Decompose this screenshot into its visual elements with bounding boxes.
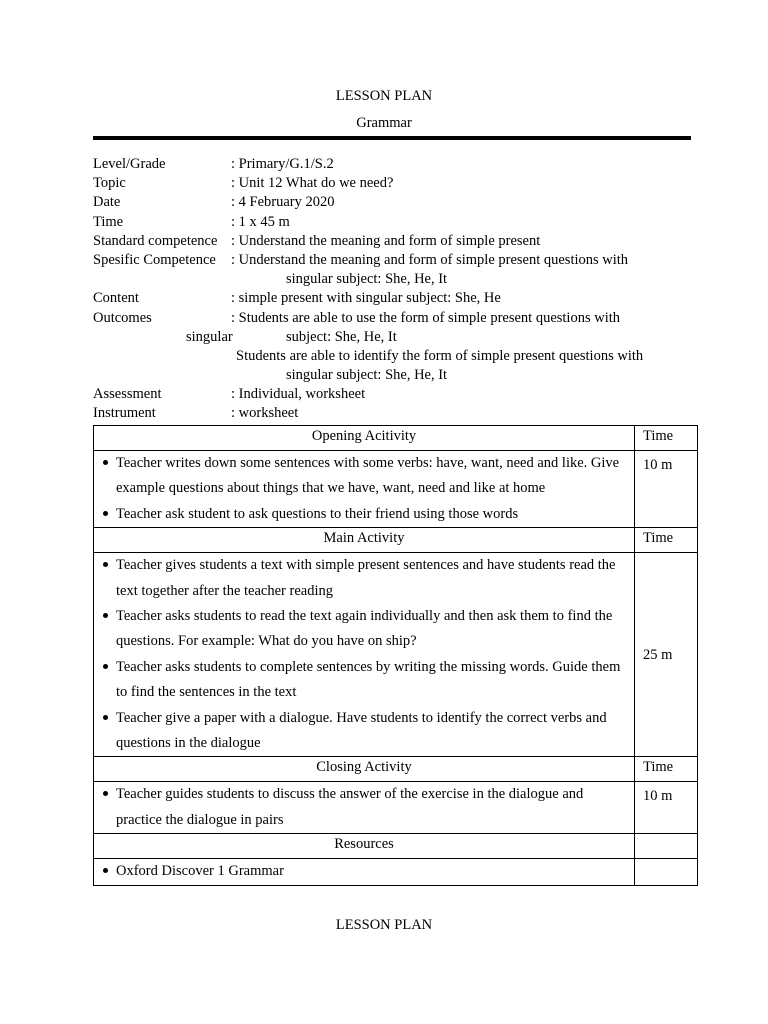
closing-header-row — [94, 757, 698, 782]
info-label: Content — [93, 290, 139, 307]
info-label: Date — [93, 194, 121, 211]
closing-time-value: 10 m — [635, 782, 698, 834]
opening-body-row — [94, 451, 698, 528]
closing-time-heading: Time — [635, 757, 698, 782]
list-item: Teacher asks students to read the text again individually and then ask them to find the questions. For example: What do you have on ship? — [94, 604, 634, 655]
page-title: LESSON PLAN — [335, 88, 433, 104]
title-divider — [93, 136, 691, 140]
info-row-specific-competence — [93, 251, 693, 270]
list-item: Teacher asks students to complete sentences by writing the missing words. Guide them to find the sentences in the text — [94, 655, 634, 706]
info-label: Instrument — [93, 405, 156, 422]
list-item: Oxford Discover 1 Grammar — [94, 859, 634, 884]
list-item: Teacher writes down some sentences with some verbs: have, want, need and like. Give example questions about things that we have, want, need and like at home — [94, 451, 634, 502]
resources-body-row — [94, 859, 698, 885]
closing-activity-cell — [94, 782, 635, 834]
info-row-content — [93, 289, 693, 308]
opening-activity-list — [94, 451, 634, 527]
info-row-specific-continuation — [93, 270, 693, 289]
main-activity-heading: Main Activity — [94, 528, 635, 553]
info-continuation: singular subject: She, He, It — [286, 271, 448, 288]
resources-time-cell — [635, 834, 698, 859]
info-value: : Students are able to use the form of simple present questions with — [231, 309, 621, 326]
info-value: : Unit 12 What do we need? — [231, 175, 394, 192]
list-item: Teacher give a paper with a dialogue. Have students to identify the correct verbs and questions in the dialogue — [94, 706, 634, 757]
resources-list — [94, 859, 634, 884]
info-value: : 4 February 2020 — [231, 194, 335, 211]
info-value: : Primary/G.1/S.2 — [231, 156, 334, 172]
list-item: Teacher gives students a text with simple present sentences and have students read the text together after the teacher reading — [94, 553, 634, 604]
info-row-outcomes-second — [93, 347, 693, 366]
info-value: : simple present with singular subject: She, He — [231, 290, 501, 307]
info-label: Level/Grade — [93, 156, 166, 172]
info-label: Spesific Competence — [93, 251, 216, 268]
lesson-info — [93, 155, 693, 424]
closing-body-row — [94, 782, 698, 834]
info-row-outcomes — [93, 309, 693, 328]
info-label: Standard competence — [93, 232, 218, 249]
resources-header-row — [94, 834, 698, 859]
info-row-standard-competence — [93, 232, 693, 251]
list-item: Teacher ask student to ask questions to their friend using those words — [94, 502, 634, 527]
opening-activity-cell — [94, 451, 635, 528]
info-label: Outcomes — [93, 309, 152, 326]
info-row-time — [93, 213, 693, 232]
main-time-heading: Time — [635, 528, 698, 553]
opening-time-heading: Time — [635, 426, 698, 451]
info-value: : Understand the meaning and form of simple present questions with — [231, 251, 629, 268]
info-row-assessment — [93, 385, 693, 404]
info-row-level — [93, 155, 693, 174]
info-value: Students are able to identify the form of simple present questions with — [236, 347, 644, 364]
info-continuation: singular — [186, 328, 233, 345]
opening-time-value: 10 m — [635, 451, 698, 528]
list-item: Teacher guides students to discuss the answer of the exercise in the dialogue and practice the dialogue in pairs — [94, 782, 634, 833]
next-page-title: LESSON PLAN — [335, 917, 433, 933]
main-header-row — [94, 528, 698, 553]
info-value: : 1 x 45 m — [231, 213, 290, 230]
info-value: : Individual, worksheet — [231, 386, 366, 403]
info-row-topic — [93, 174, 693, 193]
info-row-date — [93, 193, 693, 212]
opening-header-row — [94, 426, 698, 451]
resources-empty-cell — [635, 859, 698, 885]
info-continuation: singular subject: She, He, It — [286, 367, 448, 384]
info-row-outcomes-second-continuation — [93, 366, 693, 385]
info-value: : worksheet — [231, 405, 299, 422]
info-label: Assessment — [93, 386, 162, 403]
resources-cell — [94, 859, 635, 885]
main-activity-cell — [94, 553, 635, 757]
activity-table — [93, 425, 698, 886]
main-time-value: 25 m — [635, 553, 698, 757]
resources-heading: Resources — [94, 834, 635, 859]
main-activity-list — [94, 553, 634, 756]
info-value: : Understand the meaning and form of simple present — [231, 232, 541, 249]
info-label: Topic — [93, 175, 126, 192]
page-subtitle: Grammar — [356, 115, 412, 131]
closing-activity-list — [94, 782, 634, 833]
info-label: Time — [93, 213, 124, 230]
opening-activity-heading: Opening Acitivity — [94, 426, 635, 451]
info-row-instrument — [93, 404, 693, 423]
main-body-row — [94, 553, 698, 757]
closing-activity-heading: Closing Activity — [94, 757, 635, 782]
info-continuation: subject: She, He, It — [286, 328, 397, 345]
info-row-outcomes-continuation — [93, 328, 693, 347]
